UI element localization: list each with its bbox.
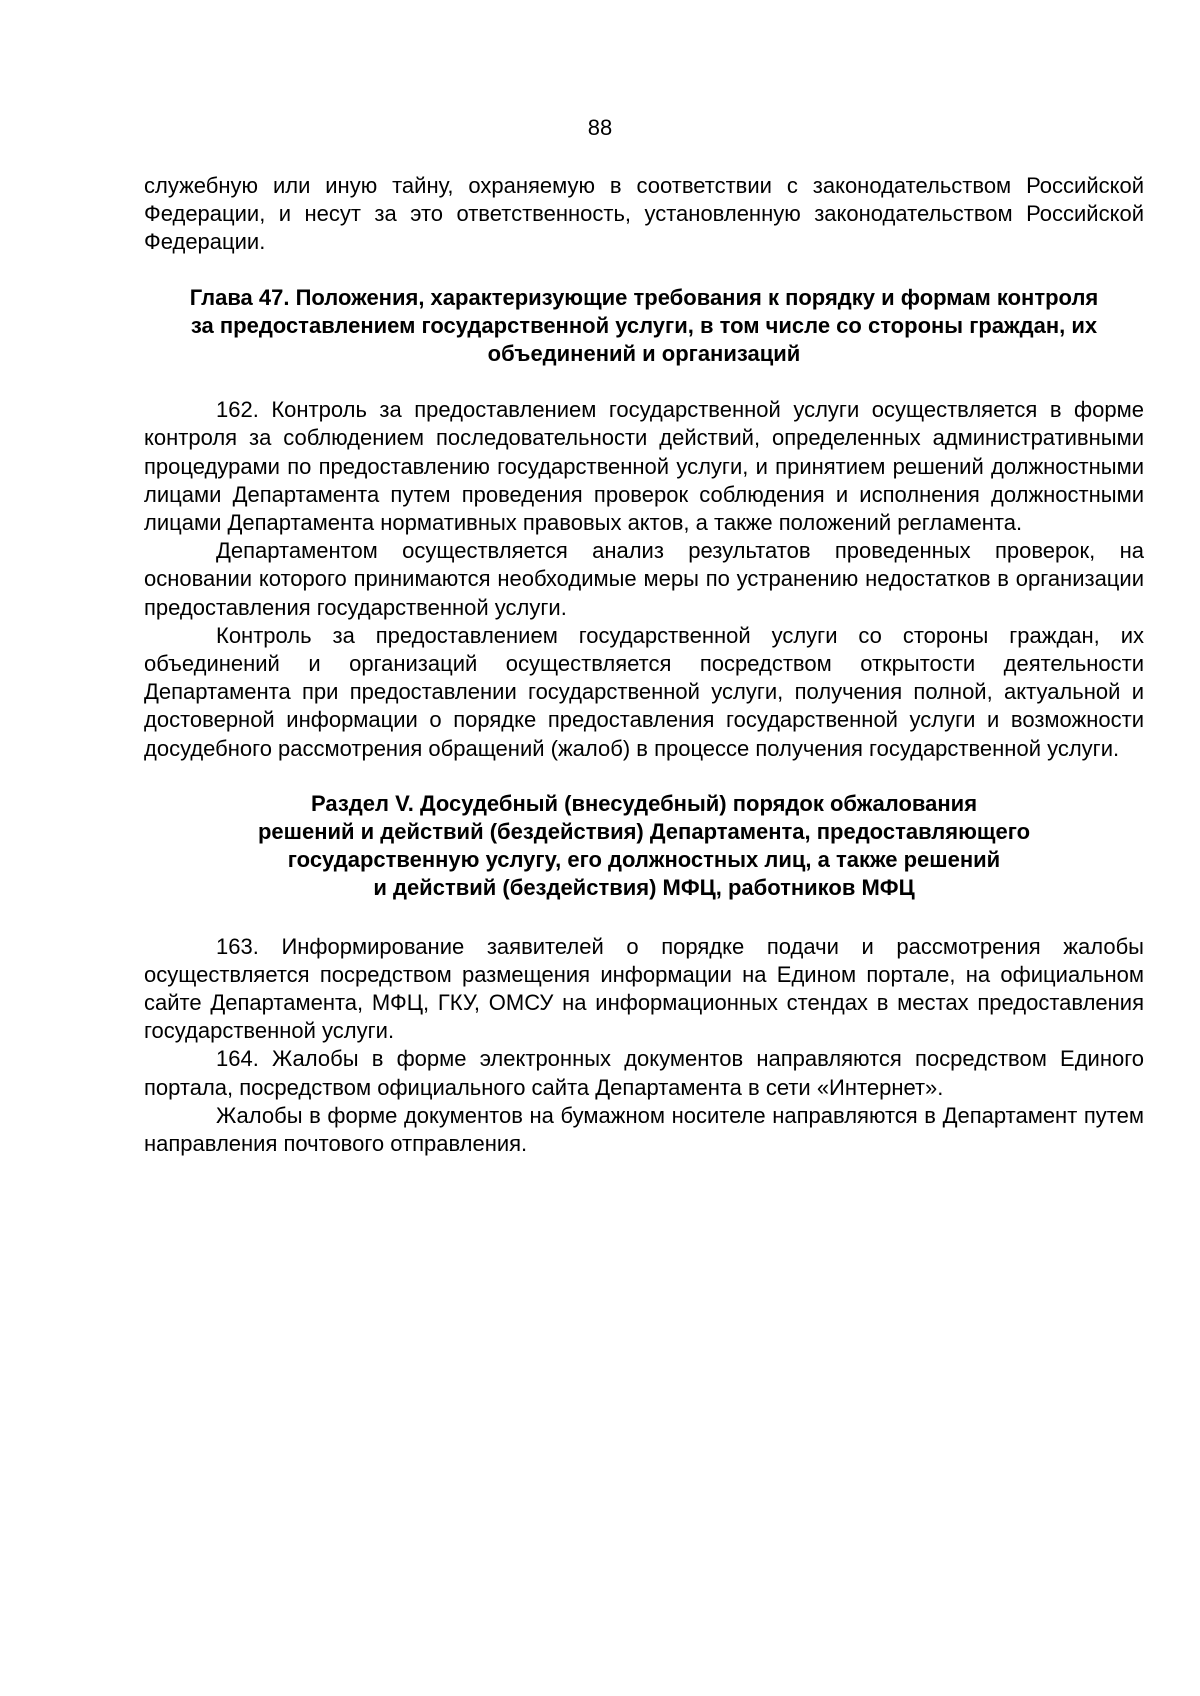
chapter-heading bbox=[144, 284, 1144, 369]
section-heading-line: Раздел V. Досудебный (внесудебный) порядок обжалования bbox=[310, 790, 978, 816]
paragraph-164: 164. Жалобы в форме электронных документов направляются посредством Единого портала, посредством официального сайта Департамента в сети «Интернет». bbox=[144, 1046, 1144, 1100]
section-heading-line: решений и действий (бездействия) Департамента, предоставляющего bbox=[257, 819, 1031, 845]
section-heading bbox=[144, 790, 1144, 903]
page-number: 88 bbox=[587, 115, 613, 140]
chapter-heading-line: объединений и организаций bbox=[487, 341, 801, 367]
paragraph-paper-complaints: Жалобы в форме документов на бумажном носителе направляются в Департамент путем направления почтового отправления. bbox=[144, 1102, 1144, 1157]
section-heading-line: государственную услугу, его должностных лиц, а также решений bbox=[287, 847, 1001, 873]
chapter-heading-line: Глава 47. Положения, характеризующие требования к порядку и формам контроля bbox=[189, 284, 1099, 310]
paragraph-163: 163. Информирование заявителей о порядке подачи и рассмотрения жалобы осуществляется посредством размещения информации на Едином портале, на официальном сайте Департамента, МФЦ, ГКУ, ОМСУ на информационных стендах в местах предоставления государственной услуги. bbox=[144, 933, 1144, 1044]
paragraph-public-control: Контроль за предоставлением государственной услуги со стороны граждан, их объединений и организаций осуществляется посредством открытости деятельности Департамента при предоставлении государственной услуги, получения полной, актуальной и достоверной информации о порядке предоставления государственной услуги и возможности досудебного рассмотрения обращений (жалоб) в процессе получения государственной услуги. bbox=[144, 622, 1144, 761]
paragraph-department-analysis: Департаментом осуществляется анализ результатов проведенных проверок, на основании которого принимаются необходимые меры по устранению недостатков в организации предоставления государственной услуги. bbox=[144, 538, 1144, 620]
section-heading-line: и действий (бездействия) МФЦ, работников МФЦ bbox=[373, 875, 915, 901]
chapter-heading-line: за предоставлением государственной услуги, в том числе со стороны граждан, их bbox=[190, 312, 1098, 338]
intro-paragraph: служебную или иную тайну, охраняемую в соответствии с законодательством Российской Федерации, и несут за это ответственность, установленную законодательством Российской Федерации. bbox=[144, 173, 1144, 255]
document-body bbox=[144, 172, 1144, 1158]
paragraph-162: 162. Контроль за предоставлением государственной услуги осуществляется в форме контроля за соблюдением последовательности действий, определенных административными процедурами по предоставлению государственной услуги, и принятием решений должностными лицами Департамента путем проведения проверок соблюдения и исполнения должностными лицами Департамента нормативных правовых актов, а также положений регламента. bbox=[144, 397, 1144, 536]
